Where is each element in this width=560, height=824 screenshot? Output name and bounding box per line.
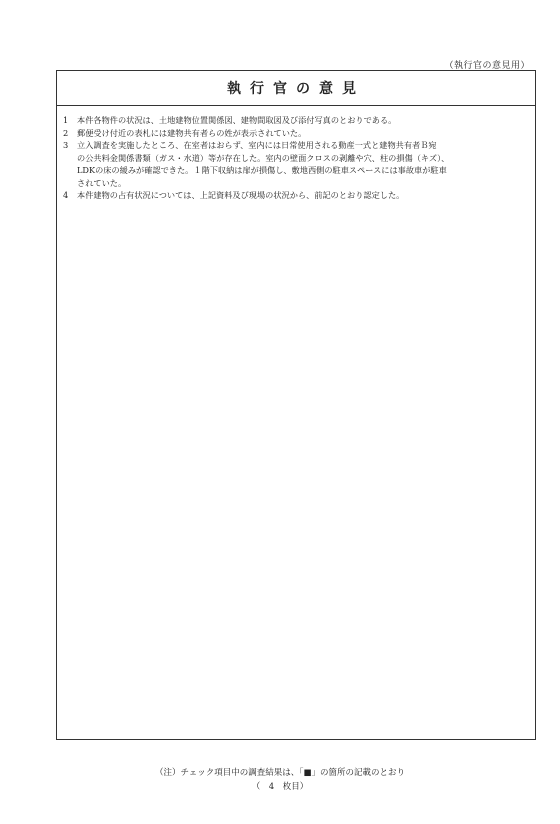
list-item [63, 139, 525, 189]
item-line: 本件各物件の状況は、土地建物位置関係図、建物間取図及び添付写真のとおりである。 [77, 115, 397, 125]
item-number: 4 [63, 190, 69, 200]
form-type-label: （執行官の意見用） [444, 61, 530, 71]
item-text [77, 139, 525, 189]
page-title: 執行官の意見 [227, 81, 365, 97]
item-line: 立入調査を実施したところ、在室者はおらず、室内には日常使用される動産一式と建物共有者Ｂ宛 [77, 140, 437, 150]
item-line: の公共料金関係書類（ガス・水道）等が存在した。室内の壁面クロスの剥離や穴、柱の損傷（キズ）、 [77, 152, 450, 163]
list-item [63, 189, 525, 202]
item-line: LDKの床の緩みが確認できた。１階下収納は扉が損傷し、敷地西側の駐車スペースには事故車が駐車 [77, 165, 447, 175]
item-number: 1 [63, 115, 69, 125]
opinion-frame [56, 70, 536, 740]
item-line: 郵便受け付近の表札には建物共有者らの姓が表示されていた。 [77, 127, 307, 138]
page-number: （ 4 枚目） [251, 782, 309, 792]
title-bar [57, 71, 535, 106]
item-line: されていた。 [77, 177, 127, 188]
list-item [63, 127, 525, 140]
opinion-list [57, 106, 535, 202]
item-line: 本件建物の占有状況については、上記資料及び現場の状況から、前記のとおり認定した。 [77, 190, 405, 200]
list-item [63, 114, 525, 127]
item-number: 2 [63, 127, 69, 138]
footer-note: （注）チェック項目中の調査結果は、「■」の箇所の記載のとおり [154, 768, 406, 778]
item-text [77, 189, 525, 202]
item-text [77, 127, 525, 140]
item-text [77, 114, 525, 127]
item-number: 3 [63, 140, 69, 150]
